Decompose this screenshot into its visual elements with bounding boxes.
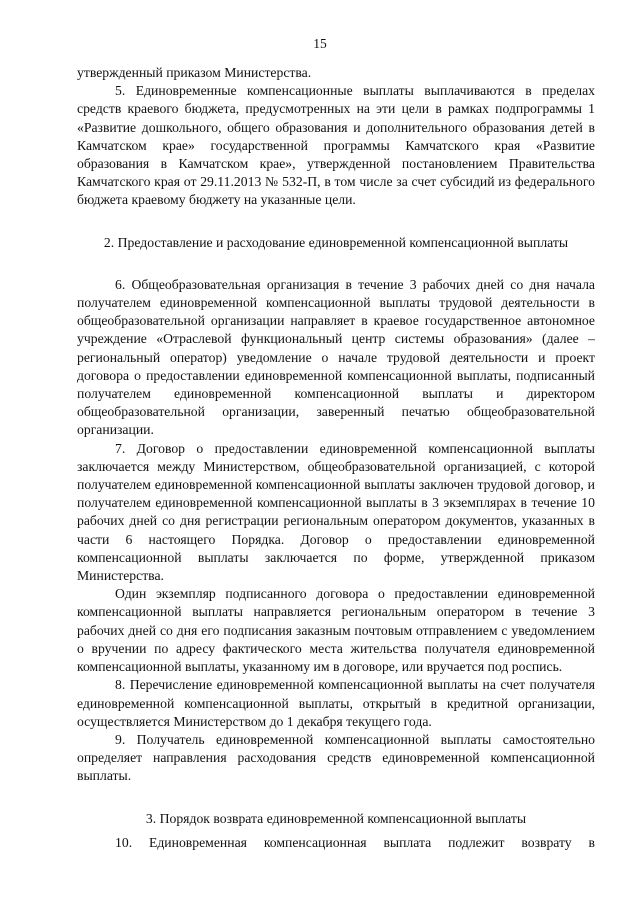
- paragraph-10: 10. Единовременная компенсационная выплата подлежит возврату в: [115, 834, 595, 850]
- section-2-heading: 2. Предоставление и расходование единовременной компенсационной выплаты: [103, 234, 569, 250]
- document-body: [77, 64, 595, 852]
- paragraph-9: 9. Получатель единовременной компенсационной выплаты самостоятельно определяет направления расходования средств единовременной компенсационной выплаты.: [77, 731, 595, 784]
- page-number: 15: [313, 36, 327, 51]
- paragraph-7-copy: Один экземпляр подписанного договора о предоставлении единовременной компенсационной выплаты направляется региональным оператором в течение 3 рабочих дней со дня его подписания заказным почтовым отправлением с уведомлением о вручении по адресу фактического места жительства получателя единовременной компенсационной выплаты, указанному им в договоре, или вручается под роспись.: [77, 586, 595, 675]
- paragraph-continuation: утвержденный приказом Министерства.: [77, 65, 312, 80]
- paragraph-5: 5. Единовременные компенсационные выплаты выплачиваются в пределах средств краевого бюджета, предусмотренных на эти цели в рамках подпрограммы 1 «Развитие дошкольного, общего образования и дополнительного образования детей в Камчатском крае» государственной программы Камчатского края «Развитие образования в Камчатском крае», утвержденной постановлением Правительства Камчатского края от 29.11.2013 № 532-П, в том числе за счет субсидий из федерального бюджета краевому бюджету на указанные цели.: [77, 83, 595, 208]
- paragraph-8: 8. Перечисление единовременной компенсационной выплаты на счет получателя единовременной компенсационной выплаты, открытый в кредитной организации, осуществляется Министерством до 1 декабря текущего года.: [77, 677, 595, 729]
- paragraph-7: 7. Договор о предоставлении единовременной компенсационной выплаты заключается между Министерством, общеобразовательной организацией, с которой получателем единовременной компенсационной выплаты заключен трудовой договор, и получателем единовременной компенсационной выплаты в 3 экземплярах в течение 10 рабочих дней со дня регистрации региональным оператором документов, указанных в части 6 настоящего Порядка. Договор о предоставлении единовременной компенсационной выплаты заключается по форме, утвержденной приказом Министерства.: [77, 440, 595, 584]
- paragraph-6: 6. Общеобразовательная организация в течение 3 рабочих дней со дня начала получателем единовременной компенсационной выплаты трудовой деятельности в общеобразовательной организации направляет в краевое государственное автономное учреждение «Отраслевой функциональный центр системы образования» (далее – региональный оператор) уведомление о начале трудовой деятельности и проект договора о предоставлении единовременной компенсационной выплаты, подписанный получателем единовременной компенсационной выплаты и директором общеобразовательной организации, заверенный печатью общеобразовательной организации.: [77, 276, 595, 438]
- section-3-heading: 3. Порядок возврата единовременной компенсационной выплаты: [145, 810, 527, 826]
